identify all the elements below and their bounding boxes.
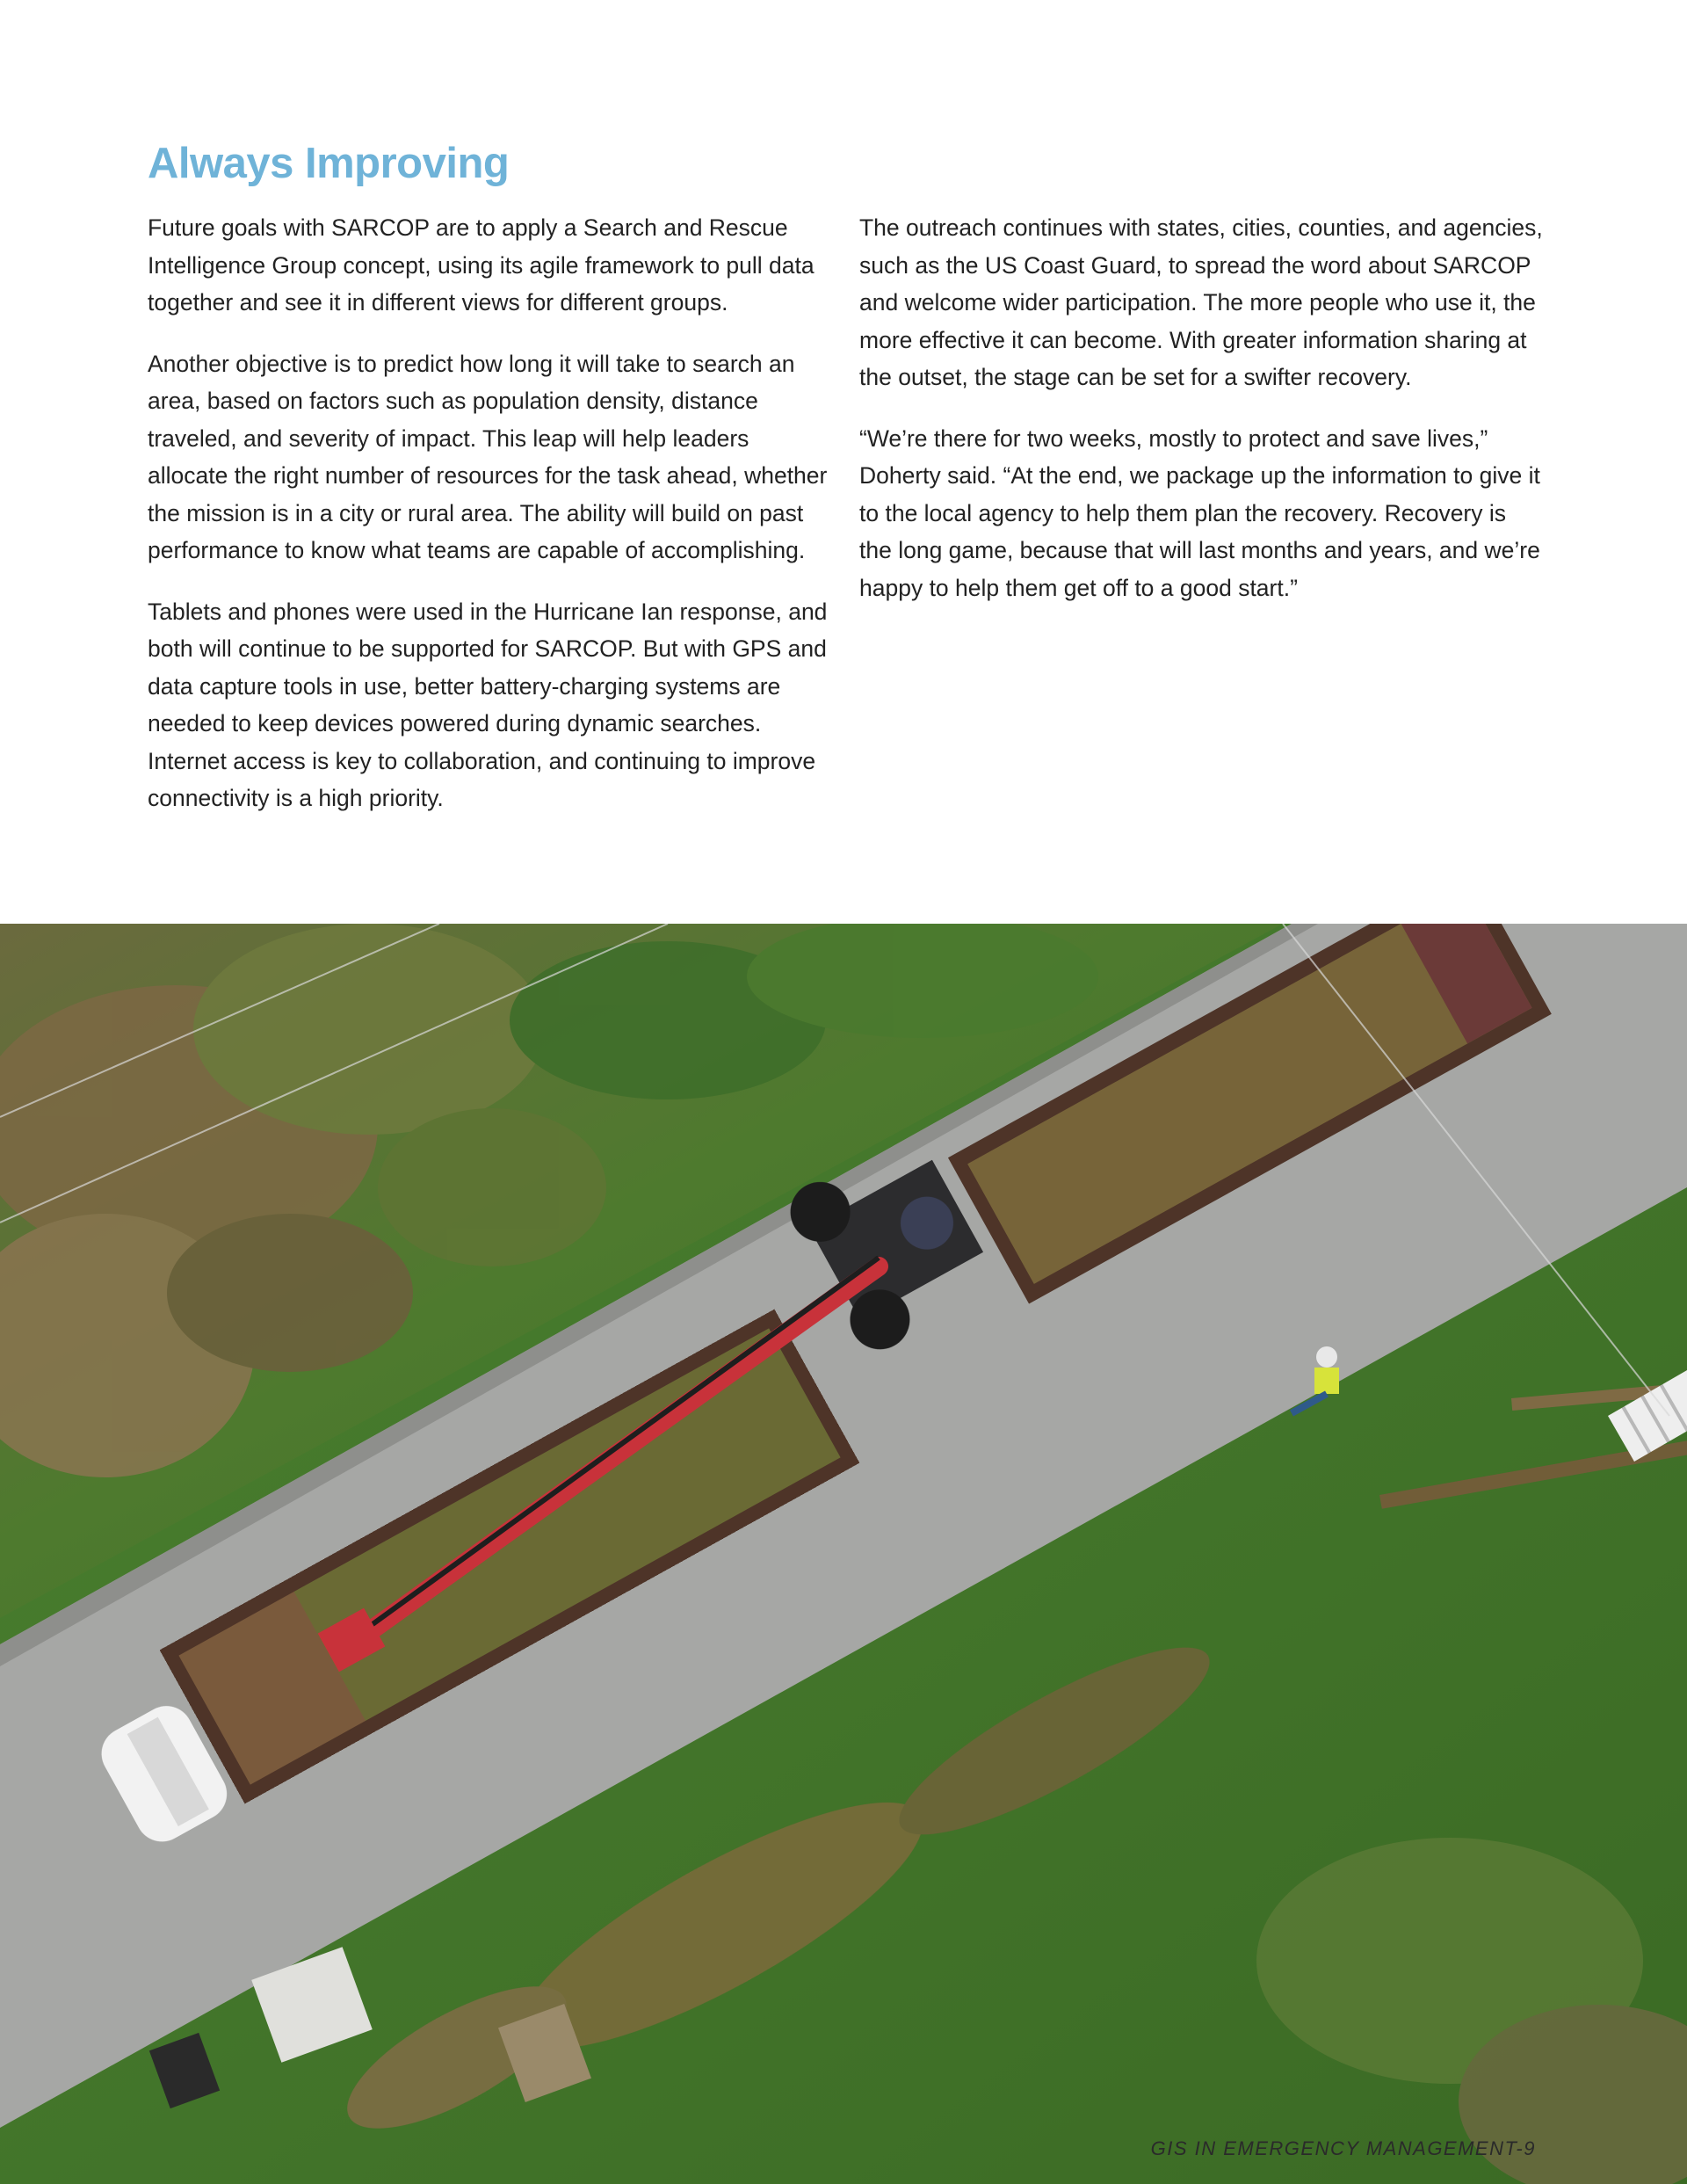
paragraph: “We’re there for two weeks, mostly to protect and save lives,” Doherty said. “At the end, we package up the information to give it to the local agency to help them plan the recovery. Recovery is the long game, because that will last months and years, and we’re happy to help them get off to a good start.” [859, 424, 1540, 601]
footer-separator: - [1516, 2137, 1524, 2159]
paragraph: Future goals with SARCOP are to apply a Search and Rescue Intelligence Group concept, using its agile framework to pull data together and see it in different views for different groups. [148, 214, 815, 316]
page-footer [1151, 2137, 1536, 2160]
aerial-debris-removal-photo [0, 924, 1687, 2184]
page-number: 9 [1524, 2137, 1536, 2159]
paragraph: Tablets and phones were used in the Hurricane Ian response, and both will continue to be supported for SARCOP. But with GPS and data capture tools in use, better battery-charging systems are needed to keep devices powered during dynamic searches. Internet access is key to collaboration, and continuing to improve connectivity is a high priority. [148, 598, 828, 811]
publication-title: GIS IN EMERGENCY MANAGEMENT [1150, 2137, 1517, 2159]
left-column [148, 209, 835, 841]
paragraph: The outreach continues with states, cities, counties, and agencies, such as the US Coast Guard, to spread the word about SARCOP and welcome wider participation. The more people who use it, the more effective it can become. With greater information sharing at the outset, the stage can be set for a swifter recovery. [859, 214, 1543, 390]
section-heading: Always Improving [148, 140, 510, 187]
paragraph: Another objective is to predict how long it will take to search an area, based on factors such as population density, distance traveled, and severity of impact. This leap will help leaders allocate the right number of resources for the task ahead, whether the mission is in a city or rural area. The ability will build on past performance to know what teams are capable of accomplishing. [148, 350, 828, 563]
right-column [859, 209, 1545, 630]
